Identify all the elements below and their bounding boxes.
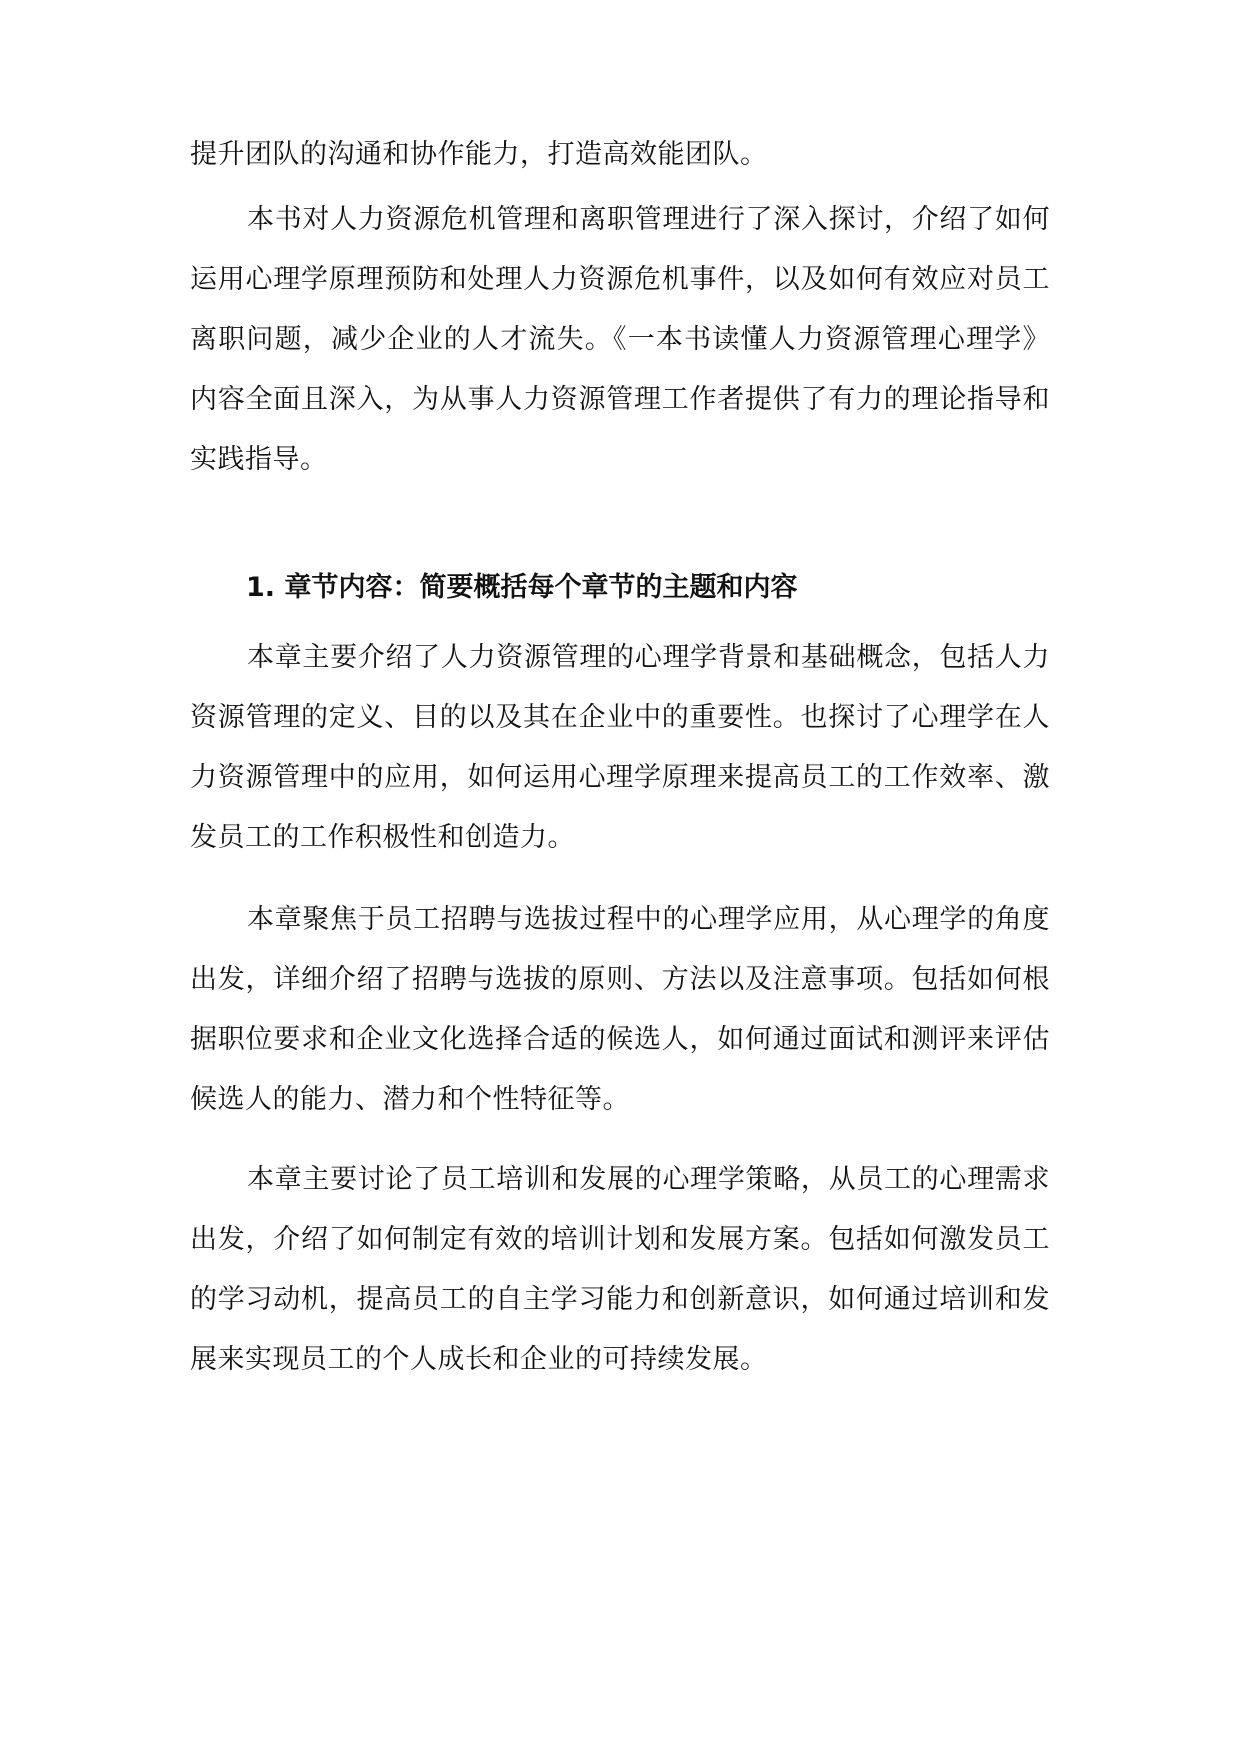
paragraph-chapter-3: 本章主要讨论了员工培训和发展的心理学策略，从员工的心理需求出发，介绍了如何制定有效的培训计划和发展方案。包括如何激发员工的学习动机，提高员工的自主学习能力和创新意识，如何通过培训和发展来实现员工的个人成长和企业的可持续发展。: [190, 1164, 1050, 1375]
paragraph-summary: 本书对人力资源危机管理和离职管理进行了深入探讨，介绍了如何运用心理学原理预防和处理人力资源危机事件，以及如何有效应对员工离职问题，减少企业的人才流失。《一本书读懂人力资源管理心理学》内容全面且深入，为从事人力资源管理工作者提供了有力的理论指导和实践指导。: [190, 204, 1050, 475]
paragraph-chapter-1: 本章主要介绍了人力资源管理的心理学背景和基础概念，包括人力资源管理的定义、目的以及其在企业中的重要性。也探讨了心理学在人力资源管理中的应用，如何运用心理学原理来提高员工的工作效率、激发员工的工作积极性和创造力。: [190, 642, 1050, 853]
section-heading: 1. 章节内容：简要概括每个章节的主题和内容: [246, 572, 798, 603]
paragraph-intro-end: 提升团队的沟通和协作能力，打造高效能团队。: [190, 139, 768, 170]
paragraph-chapter-2: 本章聚焦于员工招聘与选拔过程中的心理学应用，从心理学的角度出发，详细介绍了招聘与选拔的原则、方法以及注意事项。包括如何根据职位要求和企业文化选择合适的候选人，如何通过面试和测评来评估候选人的能力、潜力和个性特征等。: [190, 904, 1050, 1115]
